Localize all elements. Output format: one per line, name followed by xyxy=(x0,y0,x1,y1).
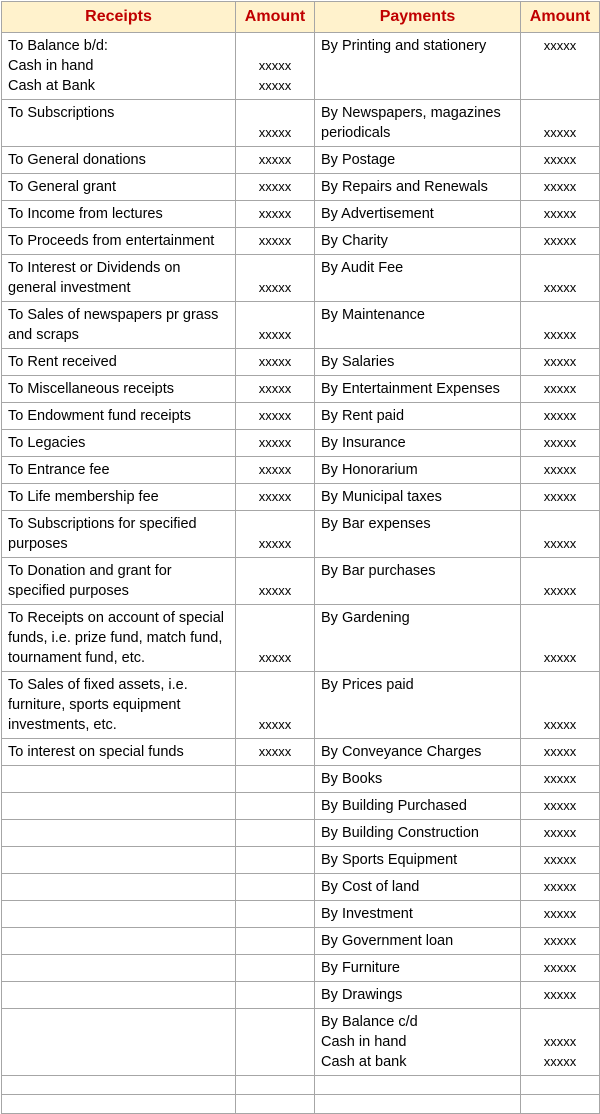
receipt-particulars xyxy=(2,1009,236,1076)
empty-row xyxy=(2,1095,600,1114)
payment-amount-value: xxxxx xyxy=(543,933,577,948)
table-row xyxy=(2,672,600,739)
payment-amount xyxy=(521,484,600,511)
receipt-text: To Income from lectures xyxy=(8,206,163,222)
payment-amount-value: xxxxx xyxy=(543,206,577,221)
receipt-amount-value: xxxxx xyxy=(258,462,292,477)
receipt-amount-value xyxy=(242,769,308,789)
payment-amount-value: xxxxx xyxy=(543,125,577,140)
payment-amount xyxy=(521,820,600,847)
receipt-amount xyxy=(236,302,315,349)
payment-particulars xyxy=(315,457,521,484)
payment-text: By Books xyxy=(321,771,383,787)
payment-text: By Printing and stationery xyxy=(321,38,487,54)
receipt-particulars xyxy=(2,739,236,766)
table-row xyxy=(2,484,600,511)
payment-particulars xyxy=(315,672,521,739)
table-row xyxy=(2,901,600,928)
payment-text: By Sports Equipment xyxy=(321,852,458,868)
table-row xyxy=(2,302,600,349)
payment-amount-value: xxxxx xyxy=(543,852,577,867)
table-row xyxy=(2,511,600,558)
receipt-amount-value: xxxxx xyxy=(258,717,292,732)
receipt-particulars xyxy=(2,955,236,982)
payment-amount xyxy=(521,255,600,302)
payment-text: By Charity xyxy=(321,233,388,249)
receipt-amount xyxy=(236,403,315,430)
receipts-amount-header: Amount xyxy=(236,2,315,33)
receipt-particulars xyxy=(2,255,236,302)
receipt-amount-value xyxy=(242,1012,308,1032)
payment-amount xyxy=(521,33,600,100)
payment-amount-value: xxxxx xyxy=(543,536,577,551)
table-row xyxy=(2,255,600,302)
receipt-text: Cash at Bank xyxy=(8,78,96,94)
receipt-amount-value xyxy=(242,877,308,897)
payment-particulars xyxy=(315,928,521,955)
payment-particulars xyxy=(315,255,521,302)
payment-amount xyxy=(521,928,600,955)
payment-amount xyxy=(521,349,600,376)
receipt-amount xyxy=(236,511,315,558)
receipt-text: To Entrance fee xyxy=(8,462,110,478)
receipt-text: To Endowment fund receipts xyxy=(8,408,191,424)
payment-particulars xyxy=(315,558,521,605)
receipt-amount-value: xxxxx xyxy=(258,435,292,450)
receipt-text: To Interest or Dividends on general investment xyxy=(8,260,181,296)
payment-amount-value: xxxxx xyxy=(543,435,577,450)
payment-text: By Municipal taxes xyxy=(321,489,442,505)
receipt-amount xyxy=(236,739,315,766)
payment-particulars xyxy=(315,349,521,376)
payment-particulars xyxy=(315,847,521,874)
empty-row xyxy=(2,1076,600,1095)
payment-amount-value: xxxxx xyxy=(543,906,577,921)
receipt-amount xyxy=(236,955,315,982)
receipt-amount xyxy=(236,349,315,376)
payment-particulars xyxy=(315,33,521,100)
payment-text: By Newspapers, magazines periodicals xyxy=(321,105,501,141)
receipt-amount-value xyxy=(242,796,308,816)
payment-text: By Honorarium xyxy=(321,462,418,478)
payment-amount xyxy=(521,605,600,672)
payment-particulars xyxy=(315,874,521,901)
payment-amount-value: xxxxx xyxy=(543,354,577,369)
payment-text: By Cost of land xyxy=(321,879,420,895)
payment-particulars xyxy=(315,302,521,349)
payment-particulars xyxy=(315,403,521,430)
receipt-amount-value: xxxxx xyxy=(258,583,292,598)
payment-particulars xyxy=(315,820,521,847)
payment-amount xyxy=(521,100,600,147)
table-row xyxy=(2,793,600,820)
payment-text: By Conveyance Charges xyxy=(321,744,482,760)
receipt-amount xyxy=(236,1009,315,1076)
table-row xyxy=(2,457,600,484)
receipt-text: To Legacies xyxy=(8,435,86,451)
payment-amount xyxy=(521,672,600,739)
receipt-text: To General grant xyxy=(8,179,117,195)
receipt-amount xyxy=(236,255,315,302)
receipt-amount-value: xxxxx xyxy=(258,179,292,194)
payment-amount-value: xxxxx xyxy=(543,650,577,665)
payment-amount xyxy=(521,147,600,174)
payment-amount-value: xxxxx xyxy=(543,825,577,840)
payment-amount xyxy=(521,955,600,982)
payment-particulars xyxy=(315,955,521,982)
receipt-particulars xyxy=(2,349,236,376)
empty-cell xyxy=(236,1076,315,1095)
receipt-amount-value xyxy=(242,931,308,951)
payment-text: By Postage xyxy=(321,152,396,168)
receipt-amount-value xyxy=(242,1032,308,1052)
table-row xyxy=(2,874,600,901)
receipt-text: To Receipts on account of special funds, i.e. prize fund, match fund, tournament fund, etc. xyxy=(8,610,225,666)
payment-particulars xyxy=(315,147,521,174)
table-row xyxy=(2,928,600,955)
empty-cell xyxy=(315,1095,521,1114)
payment-text: By Building Purchased xyxy=(321,798,467,814)
receipt-amount xyxy=(236,605,315,672)
payment-amount-value: xxxxx xyxy=(543,489,577,504)
payment-particulars xyxy=(315,1009,521,1076)
payment-amount-value: xxxxx xyxy=(543,771,577,786)
payment-amount-value: xxxxx xyxy=(543,152,577,167)
receipt-particulars xyxy=(2,766,236,793)
receipt-amount xyxy=(236,174,315,201)
receipt-amount xyxy=(236,33,315,100)
receipt-amount xyxy=(236,201,315,228)
payment-particulars xyxy=(315,766,521,793)
table-row xyxy=(2,955,600,982)
payment-amount xyxy=(521,376,600,403)
table-row xyxy=(2,349,600,376)
receipt-particulars xyxy=(2,403,236,430)
payment-amount xyxy=(521,457,600,484)
payment-particulars xyxy=(315,511,521,558)
table-row xyxy=(2,766,600,793)
table-row xyxy=(2,228,600,255)
receipt-particulars xyxy=(2,672,236,739)
receipt-amount xyxy=(236,928,315,955)
payments-header: Payments xyxy=(315,2,521,33)
receipt-particulars xyxy=(2,928,236,955)
table-row xyxy=(2,558,600,605)
receipt-particulars xyxy=(2,558,236,605)
payment-amount xyxy=(521,739,600,766)
payment-amount-value: xxxxx xyxy=(543,179,577,194)
payment-text: By Audit Fee xyxy=(321,260,404,276)
receipt-amount xyxy=(236,484,315,511)
table-row xyxy=(2,739,600,766)
receipt-text: To Subscriptions xyxy=(8,105,115,121)
payment-amount xyxy=(521,201,600,228)
receipt-amount-value: xxxxx xyxy=(258,152,292,167)
payment-amount-value: xxxxx xyxy=(543,744,577,759)
payment-text: By Entertainment Expenses xyxy=(321,381,500,397)
payment-particulars xyxy=(315,901,521,928)
payment-amount xyxy=(521,302,600,349)
payment-text: By Repairs and Renewals xyxy=(321,179,488,195)
payment-particulars xyxy=(315,430,521,457)
receipt-particulars xyxy=(2,793,236,820)
payment-text: By Insurance xyxy=(321,435,406,451)
receipt-amount xyxy=(236,457,315,484)
empty-cell xyxy=(521,1095,600,1114)
receipt-amount xyxy=(236,901,315,928)
payment-text: By Drawings xyxy=(321,987,403,1003)
payment-text: By Balance c/d xyxy=(321,1014,418,1030)
receipt-particulars xyxy=(2,901,236,928)
receipt-particulars xyxy=(2,605,236,672)
receipt-amount xyxy=(236,766,315,793)
receipt-amount xyxy=(236,793,315,820)
payment-amount xyxy=(521,511,600,558)
receipt-text: Cash in hand xyxy=(8,58,94,74)
header-row xyxy=(2,2,600,33)
receipt-amount-value: xxxxx xyxy=(258,354,292,369)
receipt-particulars xyxy=(2,100,236,147)
receipt-amount-value: xxxxx xyxy=(258,489,292,504)
receipt-amount-value xyxy=(242,850,308,870)
receipt-amount-value xyxy=(242,1052,308,1072)
receipt-particulars xyxy=(2,847,236,874)
table-row xyxy=(2,820,600,847)
receipt-particulars xyxy=(2,147,236,174)
receipt-text: To Donation and grant for specified purposes xyxy=(8,563,172,599)
payment-text: By Salaries xyxy=(321,354,395,370)
payment-particulars xyxy=(315,605,521,672)
receipt-particulars xyxy=(2,174,236,201)
receipts-header: Receipts xyxy=(2,2,236,33)
payment-text: By Furniture xyxy=(321,960,400,976)
receipt-text: To Sales of fixed assets, i.e. furniture, sports equipment investments, etc. xyxy=(8,677,188,733)
receipt-text: To Balance b/d: xyxy=(8,38,108,54)
payment-amount-value: xxxxx xyxy=(543,233,577,248)
payment-amount xyxy=(521,766,600,793)
payment-text: By Bar expenses xyxy=(321,516,431,532)
receipt-amount-value xyxy=(242,985,308,1005)
table-row xyxy=(2,1009,600,1076)
payment-amount-value: xxxxx xyxy=(543,1054,577,1069)
empty-cell xyxy=(236,1095,315,1114)
table-row xyxy=(2,201,600,228)
receipt-particulars xyxy=(2,484,236,511)
empty-cell xyxy=(2,1076,236,1095)
receipt-amount-value: xxxxx xyxy=(258,125,292,140)
receipt-amount-value xyxy=(242,823,308,843)
receipt-particulars xyxy=(2,430,236,457)
receipt-text: To interest on special funds xyxy=(8,744,184,760)
receipt-amount xyxy=(236,100,315,147)
receipt-amount-value: xxxxx xyxy=(258,650,292,665)
receipt-text: To Rent received xyxy=(8,354,117,370)
receipt-amount-value: xxxxx xyxy=(258,327,292,342)
payment-text: By Government loan xyxy=(321,933,454,949)
receipt-amount xyxy=(236,558,315,605)
receipt-particulars xyxy=(2,982,236,1009)
payment-particulars xyxy=(315,174,521,201)
empty-cell xyxy=(521,1076,600,1095)
table-row xyxy=(2,376,600,403)
table-row xyxy=(2,430,600,457)
payment-particulars xyxy=(315,100,521,147)
receipt-amount-value: xxxxx xyxy=(258,58,292,73)
receipt-amount xyxy=(236,982,315,1009)
receipt-text: To Life membership fee xyxy=(8,489,159,505)
payment-amount-value xyxy=(527,1012,593,1032)
receipt-amount-value: xxxxx xyxy=(258,536,292,551)
payment-text: By Investment xyxy=(321,906,413,922)
payment-amount-value: xxxxx xyxy=(543,462,577,477)
receipt-text: To Subscriptions for specified purposes xyxy=(8,516,197,552)
payment-amount-value: xxxxx xyxy=(543,1034,577,1049)
payment-amount xyxy=(521,430,600,457)
receipt-particulars xyxy=(2,376,236,403)
payment-text: By Building Construction xyxy=(321,825,479,841)
payment-amount xyxy=(521,1009,600,1076)
receipt-amount xyxy=(236,228,315,255)
payment-amount xyxy=(521,793,600,820)
receipt-amount-value: xxxxx xyxy=(258,78,292,93)
payment-amount xyxy=(521,901,600,928)
payment-amount-value: xxxxx xyxy=(543,987,577,1002)
receipt-amount xyxy=(236,430,315,457)
table-row xyxy=(2,100,600,147)
ledger-body xyxy=(2,33,600,1114)
receipt-amount-value xyxy=(242,958,308,978)
payment-particulars xyxy=(315,982,521,1009)
payment-text: Cash in hand xyxy=(321,1034,407,1050)
payment-text: By Gardening xyxy=(321,610,410,626)
payment-amount xyxy=(521,847,600,874)
payment-amount-value: xxxxx xyxy=(543,381,577,396)
receipt-particulars xyxy=(2,874,236,901)
receipt-amount-value: xxxxx xyxy=(258,381,292,396)
payment-text: By Bar purchases xyxy=(321,563,436,579)
payment-amount-value: xxxxx xyxy=(543,798,577,813)
receipt-amount xyxy=(236,820,315,847)
payment-text: By Rent paid xyxy=(321,408,405,424)
payment-amount-value: xxxxx xyxy=(543,327,577,342)
payment-amount xyxy=(521,228,600,255)
receipt-particulars xyxy=(2,33,236,100)
table-row xyxy=(2,605,600,672)
receipts-payments-table xyxy=(1,1,600,1114)
receipt-particulars xyxy=(2,511,236,558)
receipt-amount-value: xxxxx xyxy=(258,206,292,221)
receipt-text: To Proceeds from entertainment xyxy=(8,233,215,249)
payment-amount-value: xxxxx xyxy=(543,38,577,53)
table-row xyxy=(2,174,600,201)
payment-amount-value: xxxxx xyxy=(543,960,577,975)
receipt-particulars xyxy=(2,228,236,255)
table-row xyxy=(2,147,600,174)
receipt-amount-value xyxy=(242,36,308,56)
payment-amount-value: xxxxx xyxy=(543,408,577,423)
receipt-text: To Miscellaneous receipts xyxy=(8,381,175,397)
empty-cell xyxy=(315,1076,521,1095)
table-row xyxy=(2,847,600,874)
payment-text: Cash at bank xyxy=(321,1054,407,1070)
payment-amount-value: xxxxx xyxy=(543,280,577,295)
table-row xyxy=(2,982,600,1009)
payment-particulars xyxy=(315,228,521,255)
receipt-amount xyxy=(236,376,315,403)
payment-particulars xyxy=(315,739,521,766)
empty-cell xyxy=(2,1095,236,1114)
table-row xyxy=(2,33,600,100)
payment-particulars xyxy=(315,793,521,820)
payment-amount xyxy=(521,174,600,201)
table-row xyxy=(2,403,600,430)
receipt-amount-value: xxxxx xyxy=(258,408,292,423)
receipt-text: To General donations xyxy=(8,152,146,168)
receipt-particulars xyxy=(2,457,236,484)
receipt-amount-value: xxxxx xyxy=(258,744,292,759)
receipt-amount xyxy=(236,147,315,174)
receipt-particulars xyxy=(2,302,236,349)
receipt-amount-value xyxy=(242,904,308,924)
payment-amount xyxy=(521,403,600,430)
receipt-amount xyxy=(236,847,315,874)
payment-amount-value: xxxxx xyxy=(543,583,577,598)
payment-amount-value: xxxxx xyxy=(543,717,577,732)
payment-amount xyxy=(521,874,600,901)
payments-amount-header: Amount xyxy=(521,2,600,33)
receipt-amount-value: xxxxx xyxy=(258,280,292,295)
receipt-amount xyxy=(236,672,315,739)
payment-amount-value: xxxxx xyxy=(543,879,577,894)
payment-particulars xyxy=(315,484,521,511)
payment-particulars xyxy=(315,201,521,228)
payment-amount xyxy=(521,982,600,1009)
receipt-particulars xyxy=(2,820,236,847)
receipt-particulars xyxy=(2,201,236,228)
payment-amount xyxy=(521,558,600,605)
receipt-amount-value: xxxxx xyxy=(258,233,292,248)
receipt-amount xyxy=(236,874,315,901)
payment-text: By Maintenance xyxy=(321,307,425,323)
payment-text: By Advertisement xyxy=(321,206,434,222)
receipt-text: To Sales of newspapers pr grass and scraps xyxy=(8,307,219,343)
payment-text: By Prices paid xyxy=(321,677,414,693)
payment-particulars xyxy=(315,376,521,403)
